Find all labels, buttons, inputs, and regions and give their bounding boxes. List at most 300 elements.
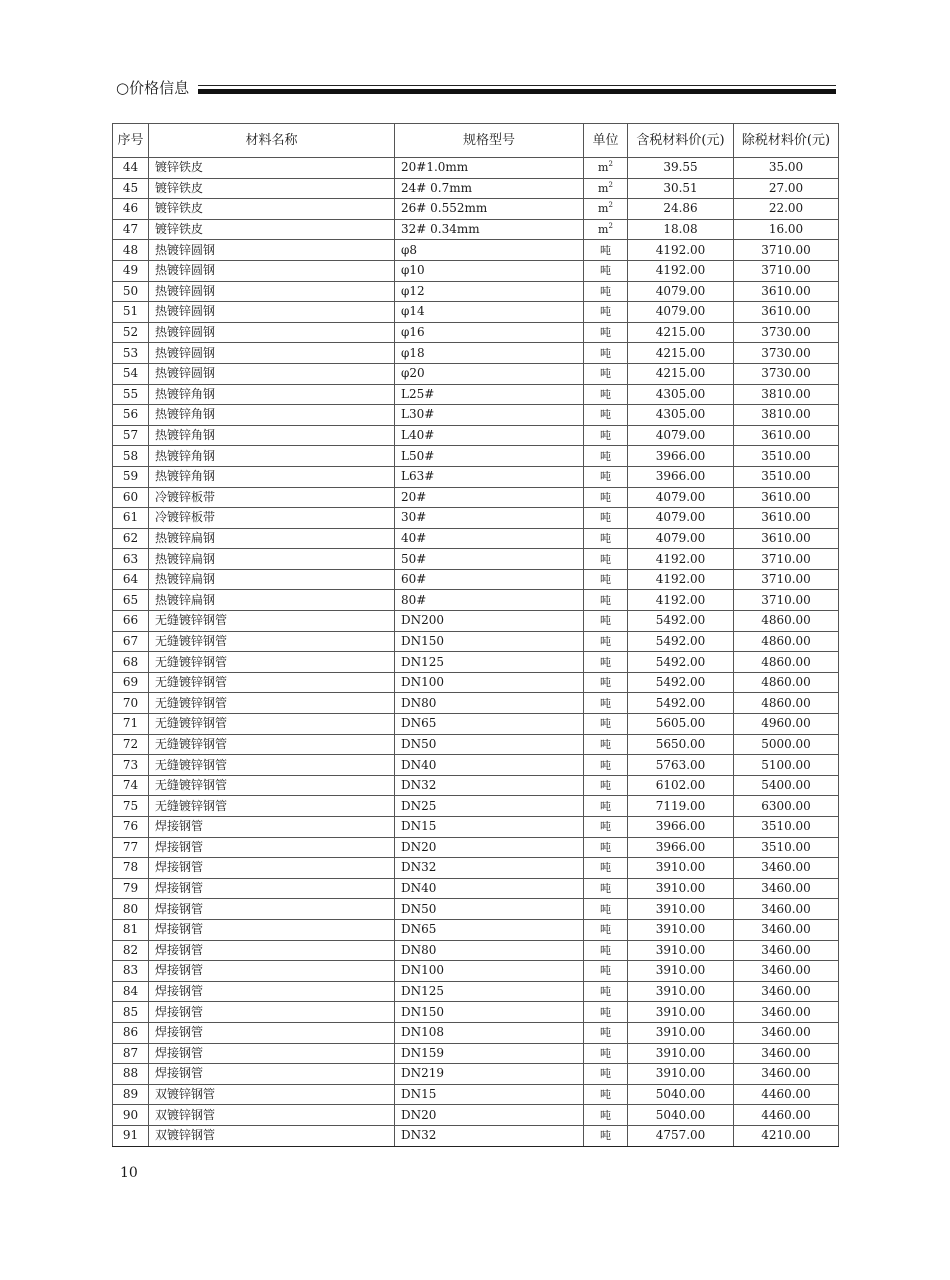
cell-index: 80 xyxy=(113,899,149,920)
cell-unit: 吨 xyxy=(584,363,628,384)
table-row xyxy=(113,1084,839,1105)
cell-material-name: 热镀锌圆钢 xyxy=(149,281,395,302)
cell-spec: 32# 0.34mm xyxy=(395,219,584,240)
page-number: 10 xyxy=(120,1165,138,1181)
cell-index: 81 xyxy=(113,919,149,940)
cell-spec: DN20 xyxy=(395,837,584,858)
cell-material-name: 无缝镀锌钢管 xyxy=(149,652,395,673)
cell-index: 65 xyxy=(113,590,149,611)
cell-material-name: 焊接钢管 xyxy=(149,940,395,961)
table-row xyxy=(113,549,839,570)
cell-price-incl-tax: 3910.00 xyxy=(628,899,734,920)
table-row xyxy=(113,446,839,467)
cell-material-name: 无缝镀锌钢管 xyxy=(149,755,395,776)
table-row xyxy=(113,714,839,735)
table-row xyxy=(113,611,839,632)
cell-spec: DN40 xyxy=(395,755,584,776)
cell-index: 76 xyxy=(113,817,149,838)
cell-material-name: 热镀锌圆钢 xyxy=(149,363,395,384)
cell-price-excl-tax: 3510.00 xyxy=(734,837,839,858)
table-header-row xyxy=(113,124,839,158)
cell-price-excl-tax: 3710.00 xyxy=(734,260,839,281)
cell-index: 84 xyxy=(113,981,149,1002)
cell-index: 89 xyxy=(113,1084,149,1105)
cell-price-excl-tax: 3610.00 xyxy=(734,487,839,508)
cell-unit: 吨 xyxy=(584,755,628,776)
cell-material-name: 无缝镀锌钢管 xyxy=(149,693,395,714)
cell-spec: φ14 xyxy=(395,302,584,323)
cell-price-excl-tax: 3460.00 xyxy=(734,940,839,961)
cell-spec: DN65 xyxy=(395,919,584,940)
cell-spec: 20#1.0mm xyxy=(395,158,584,179)
cell-price-incl-tax: 4079.00 xyxy=(628,508,734,529)
cell-material-name: 焊接钢管 xyxy=(149,1022,395,1043)
cell-material-name: 热镀锌圆钢 xyxy=(149,240,395,261)
cell-spec: DN100 xyxy=(395,961,584,982)
cell-index: 56 xyxy=(113,405,149,426)
cell-price-excl-tax: 3610.00 xyxy=(734,425,839,446)
cell-price-incl-tax: 5492.00 xyxy=(628,631,734,652)
cell-spec: 24# 0.7mm xyxy=(395,178,584,199)
cell-spec: DN108 xyxy=(395,1022,584,1043)
cell-material-name: 冷镀锌板带 xyxy=(149,508,395,529)
table-body xyxy=(113,158,839,1147)
cell-index: 87 xyxy=(113,1043,149,1064)
cell-material-name: 焊接钢管 xyxy=(149,837,395,858)
cell-spec: DN32 xyxy=(395,775,584,796)
cell-price-incl-tax: 5492.00 xyxy=(628,672,734,693)
cell-price-excl-tax: 3510.00 xyxy=(734,817,839,838)
cell-unit: 吨 xyxy=(584,487,628,508)
cell-index: 78 xyxy=(113,858,149,879)
cell-index: 49 xyxy=(113,260,149,281)
cell-price-excl-tax: 3810.00 xyxy=(734,405,839,426)
cell-price-incl-tax: 3966.00 xyxy=(628,817,734,838)
cell-unit: $m^2$ xyxy=(584,199,628,220)
cell-price-excl-tax: 3710.00 xyxy=(734,549,839,570)
col-header-unit: 单位 xyxy=(584,124,628,158)
cell-price-incl-tax: 3910.00 xyxy=(628,1002,734,1023)
cell-price-incl-tax: 39.55 xyxy=(628,158,734,179)
cell-spec: L50# xyxy=(395,446,584,467)
cell-material-name: 无缝镀锌钢管 xyxy=(149,714,395,735)
table-row xyxy=(113,363,839,384)
cell-unit: 吨 xyxy=(584,508,628,529)
cell-price-excl-tax: 16.00 xyxy=(734,219,839,240)
cell-spec: L25# xyxy=(395,384,584,405)
cell-index: 72 xyxy=(113,734,149,755)
table-row xyxy=(113,734,839,755)
cell-index: 68 xyxy=(113,652,149,673)
table-row xyxy=(113,322,839,343)
cell-index: 71 xyxy=(113,714,149,735)
table-row xyxy=(113,466,839,487)
cell-spec: DN32 xyxy=(395,858,584,879)
cell-spec: DN20 xyxy=(395,1105,584,1126)
cell-unit: 吨 xyxy=(584,405,628,426)
cell-price-excl-tax: 5000.00 xyxy=(734,734,839,755)
table-row xyxy=(113,1064,839,1085)
cell-spec: DN40 xyxy=(395,878,584,899)
cell-material-name: 热镀锌角钢 xyxy=(149,446,395,467)
cell-spec: 50# xyxy=(395,549,584,570)
cell-price-incl-tax: 3966.00 xyxy=(628,466,734,487)
cell-material-name: 焊接钢管 xyxy=(149,961,395,982)
cell-price-excl-tax: 3460.00 xyxy=(734,899,839,920)
cell-unit: 吨 xyxy=(584,652,628,673)
cell-price-incl-tax: 4192.00 xyxy=(628,569,734,590)
cell-spec: 20# xyxy=(395,487,584,508)
section-header xyxy=(116,78,836,100)
table-row xyxy=(113,672,839,693)
cell-price-incl-tax: 5492.00 xyxy=(628,611,734,632)
cell-spec: φ16 xyxy=(395,322,584,343)
cell-spec: DN150 xyxy=(395,1002,584,1023)
cell-unit: 吨 xyxy=(584,796,628,817)
cell-index: 51 xyxy=(113,302,149,323)
cell-price-excl-tax: 3460.00 xyxy=(734,1002,839,1023)
cell-price-excl-tax: 3710.00 xyxy=(734,590,839,611)
table-row xyxy=(113,199,839,220)
cell-spec: DN100 xyxy=(395,672,584,693)
cell-material-name: 无缝镀锌钢管 xyxy=(149,734,395,755)
cell-spec: DN80 xyxy=(395,940,584,961)
cell-index: 63 xyxy=(113,549,149,570)
cell-unit: 吨 xyxy=(584,1105,628,1126)
cell-price-excl-tax: 5400.00 xyxy=(734,775,839,796)
cell-price-incl-tax: 6102.00 xyxy=(628,775,734,796)
cell-price-excl-tax: 3730.00 xyxy=(734,343,839,364)
cell-material-name: 无缝镀锌钢管 xyxy=(149,775,395,796)
cell-price-excl-tax: 4210.00 xyxy=(734,1125,839,1146)
cell-material-name: 无缝镀锌钢管 xyxy=(149,796,395,817)
cell-price-incl-tax: 4079.00 xyxy=(628,528,734,549)
cell-unit: 吨 xyxy=(584,590,628,611)
cell-material-name: 镀锌铁皮 xyxy=(149,178,395,199)
cell-price-excl-tax: 3710.00 xyxy=(734,569,839,590)
cell-spec: 40# xyxy=(395,528,584,549)
cell-spec: DN32 xyxy=(395,1125,584,1146)
cell-unit: 吨 xyxy=(584,549,628,570)
cell-material-name: 镀锌铁皮 xyxy=(149,199,395,220)
cell-index: 55 xyxy=(113,384,149,405)
table-row xyxy=(113,425,839,446)
col-header-price-incl-tax: 含税材料价(元) xyxy=(628,124,734,158)
cell-price-incl-tax: 5040.00 xyxy=(628,1105,734,1126)
table-row xyxy=(113,755,839,776)
cell-price-excl-tax: 3460.00 xyxy=(734,878,839,899)
table-row xyxy=(113,693,839,714)
cell-material-name: 焊接钢管 xyxy=(149,858,395,879)
cell-unit: 吨 xyxy=(584,961,628,982)
cell-index: 62 xyxy=(113,528,149,549)
cell-price-incl-tax: 3910.00 xyxy=(628,981,734,1002)
cell-material-name: 双镀锌钢管 xyxy=(149,1105,395,1126)
cell-unit: 吨 xyxy=(584,817,628,838)
cell-material-name: 热镀锌圆钢 xyxy=(149,260,395,281)
cell-price-incl-tax: 3966.00 xyxy=(628,446,734,467)
cell-price-incl-tax: 3910.00 xyxy=(628,858,734,879)
cell-index: 73 xyxy=(113,755,149,776)
cell-material-name: 焊接钢管 xyxy=(149,981,395,1002)
cell-spec: DN15 xyxy=(395,817,584,838)
cell-index: 74 xyxy=(113,775,149,796)
cell-price-excl-tax: 4860.00 xyxy=(734,631,839,652)
cell-unit: 吨 xyxy=(584,343,628,364)
cell-price-excl-tax: 4860.00 xyxy=(734,693,839,714)
cell-unit: 吨 xyxy=(584,1002,628,1023)
cell-price-incl-tax: 4192.00 xyxy=(628,590,734,611)
cell-material-name: 热镀锌角钢 xyxy=(149,466,395,487)
col-header-material-name: 材料名称 xyxy=(149,124,395,158)
cell-material-name: 焊接钢管 xyxy=(149,817,395,838)
cell-spec: L40# xyxy=(395,425,584,446)
table-row xyxy=(113,178,839,199)
cell-price-incl-tax: 3910.00 xyxy=(628,1064,734,1085)
cell-price-incl-tax: 7119.00 xyxy=(628,796,734,817)
table-row xyxy=(113,1022,839,1043)
cell-unit: 吨 xyxy=(584,714,628,735)
table-row xyxy=(113,1125,839,1146)
cell-spec: DN200 xyxy=(395,611,584,632)
cell-index: 52 xyxy=(113,322,149,343)
price-table xyxy=(112,123,839,1147)
cell-unit: 吨 xyxy=(584,672,628,693)
cell-spec: DN125 xyxy=(395,981,584,1002)
cell-index: 66 xyxy=(113,611,149,632)
cell-price-incl-tax: 4079.00 xyxy=(628,487,734,508)
cell-price-excl-tax: 3810.00 xyxy=(734,384,839,405)
cell-price-incl-tax: 5492.00 xyxy=(628,652,734,673)
table-row xyxy=(113,652,839,673)
cell-material-name: 焊接钢管 xyxy=(149,1002,395,1023)
cell-material-name: 焊接钢管 xyxy=(149,1043,395,1064)
cell-price-incl-tax: 4192.00 xyxy=(628,260,734,281)
table-row xyxy=(113,899,839,920)
cell-index: 45 xyxy=(113,178,149,199)
cell-material-name: 双镀锌钢管 xyxy=(149,1084,395,1105)
cell-price-excl-tax: 3710.00 xyxy=(734,240,839,261)
cell-spec: L63# xyxy=(395,466,584,487)
cell-unit: 吨 xyxy=(584,1043,628,1064)
cell-unit: 吨 xyxy=(584,1084,628,1105)
table-row xyxy=(113,796,839,817)
table-row xyxy=(113,343,839,364)
cell-material-name: 双镀锌钢管 xyxy=(149,1125,395,1146)
cell-index: 70 xyxy=(113,693,149,714)
cell-price-incl-tax: 4757.00 xyxy=(628,1125,734,1146)
table-row xyxy=(113,631,839,652)
cell-spec: DN150 xyxy=(395,631,584,652)
col-header-spec: 规格型号 xyxy=(395,124,584,158)
cell-unit: 吨 xyxy=(584,260,628,281)
cell-unit: 吨 xyxy=(584,302,628,323)
table-row xyxy=(113,858,839,879)
cell-unit: 吨 xyxy=(584,240,628,261)
cell-unit: 吨 xyxy=(584,919,628,940)
cell-material-name: 无缝镀锌钢管 xyxy=(149,631,395,652)
table-row xyxy=(113,1105,839,1126)
cell-price-excl-tax: 35.00 xyxy=(734,158,839,179)
cell-price-excl-tax: 3510.00 xyxy=(734,446,839,467)
cell-index: 75 xyxy=(113,796,149,817)
table-row xyxy=(113,260,839,281)
table-row xyxy=(113,1043,839,1064)
cell-index: 53 xyxy=(113,343,149,364)
cell-unit: 吨 xyxy=(584,981,628,1002)
cell-index: 82 xyxy=(113,940,149,961)
cell-price-incl-tax: 4305.00 xyxy=(628,384,734,405)
cell-price-excl-tax: 22.00 xyxy=(734,199,839,220)
cell-index: 48 xyxy=(113,240,149,261)
cell-price-incl-tax: 4215.00 xyxy=(628,363,734,384)
cell-price-excl-tax: 4860.00 xyxy=(734,672,839,693)
cell-price-incl-tax: 3910.00 xyxy=(628,919,734,940)
cell-index: 58 xyxy=(113,446,149,467)
cell-price-incl-tax: 18.08 xyxy=(628,219,734,240)
cell-price-excl-tax: 3460.00 xyxy=(734,858,839,879)
cell-material-name: 热镀锌扁钢 xyxy=(149,569,395,590)
cell-price-excl-tax: 3610.00 xyxy=(734,508,839,529)
cell-unit: 吨 xyxy=(584,528,628,549)
cell-price-incl-tax: 4192.00 xyxy=(628,240,734,261)
table-row xyxy=(113,281,839,302)
cell-material-name: 焊接钢管 xyxy=(149,878,395,899)
cell-spec: φ18 xyxy=(395,343,584,364)
cell-price-incl-tax: 5040.00 xyxy=(628,1084,734,1105)
cell-price-incl-tax: 4215.00 xyxy=(628,322,734,343)
cell-price-incl-tax: 4192.00 xyxy=(628,549,734,570)
cell-spec: DN219 xyxy=(395,1064,584,1085)
cell-index: 88 xyxy=(113,1064,149,1085)
cell-price-incl-tax: 3910.00 xyxy=(628,878,734,899)
cell-price-incl-tax: 24.86 xyxy=(628,199,734,220)
table-row xyxy=(113,302,839,323)
cell-unit: $m^2$ xyxy=(584,158,628,179)
cell-price-excl-tax: 3730.00 xyxy=(734,322,839,343)
cell-unit: 吨 xyxy=(584,569,628,590)
header-rule-thick xyxy=(198,89,836,94)
cell-material-name: 热镀锌角钢 xyxy=(149,405,395,426)
cell-index: 46 xyxy=(113,199,149,220)
cell-index: 67 xyxy=(113,631,149,652)
table-row xyxy=(113,219,839,240)
cell-index: 77 xyxy=(113,837,149,858)
cell-price-excl-tax: 3460.00 xyxy=(734,961,839,982)
cell-price-incl-tax: 5492.00 xyxy=(628,693,734,714)
cell-unit: 吨 xyxy=(584,837,628,858)
cell-spec: DN65 xyxy=(395,714,584,735)
cell-material-name: 热镀锌扁钢 xyxy=(149,528,395,549)
cell-index: 69 xyxy=(113,672,149,693)
cell-price-excl-tax: 3460.00 xyxy=(734,919,839,940)
cell-spec: 60# xyxy=(395,569,584,590)
cell-material-name: 热镀锌扁钢 xyxy=(149,549,395,570)
cell-unit: 吨 xyxy=(584,775,628,796)
cell-spec: φ12 xyxy=(395,281,584,302)
cell-index: 61 xyxy=(113,508,149,529)
table-row xyxy=(113,528,839,549)
cell-price-incl-tax: 4079.00 xyxy=(628,281,734,302)
cell-material-name: 焊接钢管 xyxy=(149,919,395,940)
cell-material-name: 焊接钢管 xyxy=(149,899,395,920)
cell-unit: 吨 xyxy=(584,384,628,405)
cell-price-incl-tax: 3910.00 xyxy=(628,940,734,961)
cell-price-incl-tax: 4079.00 xyxy=(628,425,734,446)
cell-unit: 吨 xyxy=(584,878,628,899)
cell-unit: 吨 xyxy=(584,693,628,714)
cell-index: 50 xyxy=(113,281,149,302)
cell-price-excl-tax: 3610.00 xyxy=(734,528,839,549)
cell-price-incl-tax: 3910.00 xyxy=(628,961,734,982)
cell-price-excl-tax: 4860.00 xyxy=(734,652,839,673)
cell-index: 60 xyxy=(113,487,149,508)
cell-price-incl-tax: 4079.00 xyxy=(628,302,734,323)
cell-unit: 吨 xyxy=(584,425,628,446)
cell-spec: 26# 0.552mm xyxy=(395,199,584,220)
cell-spec: φ8 xyxy=(395,240,584,261)
cell-index: 83 xyxy=(113,961,149,982)
col-header-price-excl-tax: 除税材料价(元) xyxy=(734,124,839,158)
cell-price-excl-tax: 3460.00 xyxy=(734,1043,839,1064)
cell-price-incl-tax: 3966.00 xyxy=(628,837,734,858)
cell-price-excl-tax: 4960.00 xyxy=(734,714,839,735)
table-row xyxy=(113,961,839,982)
cell-price-excl-tax: 3730.00 xyxy=(734,363,839,384)
cell-unit: 吨 xyxy=(584,631,628,652)
col-header-index: 序号 xyxy=(113,124,149,158)
cell-price-incl-tax: 3910.00 xyxy=(628,1022,734,1043)
table-row xyxy=(113,405,839,426)
cell-price-excl-tax: 3610.00 xyxy=(734,302,839,323)
cell-index: 85 xyxy=(113,1002,149,1023)
cell-price-incl-tax: 30.51 xyxy=(628,178,734,199)
cell-spec: DN25 xyxy=(395,796,584,817)
cell-unit: 吨 xyxy=(584,1022,628,1043)
cell-price-excl-tax: 3460.00 xyxy=(734,1022,839,1043)
cell-index: 64 xyxy=(113,569,149,590)
cell-material-name: 无缝镀锌钢管 xyxy=(149,611,395,632)
cell-unit: 吨 xyxy=(584,446,628,467)
cell-index: 44 xyxy=(113,158,149,179)
cell-price-incl-tax: 3910.00 xyxy=(628,1043,734,1064)
cell-price-excl-tax: 3510.00 xyxy=(734,466,839,487)
cell-spec: DN125 xyxy=(395,652,584,673)
cell-index: 54 xyxy=(113,363,149,384)
cell-spec: DN159 xyxy=(395,1043,584,1064)
cell-index: 79 xyxy=(113,878,149,899)
cell-material-name: 热镀锌角钢 xyxy=(149,425,395,446)
cell-spec: DN50 xyxy=(395,734,584,755)
cell-unit: 吨 xyxy=(584,1064,628,1085)
cell-price-incl-tax: 5763.00 xyxy=(628,755,734,776)
table-row xyxy=(113,775,839,796)
cell-unit: $m^2$ xyxy=(584,219,628,240)
cell-unit: 吨 xyxy=(584,734,628,755)
table-row xyxy=(113,940,839,961)
cell-spec: DN15 xyxy=(395,1084,584,1105)
cell-unit: $m^2$ xyxy=(584,178,628,199)
cell-price-incl-tax: 5605.00 xyxy=(628,714,734,735)
table-row xyxy=(113,508,839,529)
cell-price-excl-tax: 27.00 xyxy=(734,178,839,199)
cell-material-name: 热镀锌角钢 xyxy=(149,384,395,405)
header-rule-thin xyxy=(198,85,836,86)
table-row xyxy=(113,981,839,1002)
cell-price-excl-tax: 6300.00 xyxy=(734,796,839,817)
cell-price-incl-tax: 4305.00 xyxy=(628,405,734,426)
cell-material-name: 热镀锌圆钢 xyxy=(149,343,395,364)
